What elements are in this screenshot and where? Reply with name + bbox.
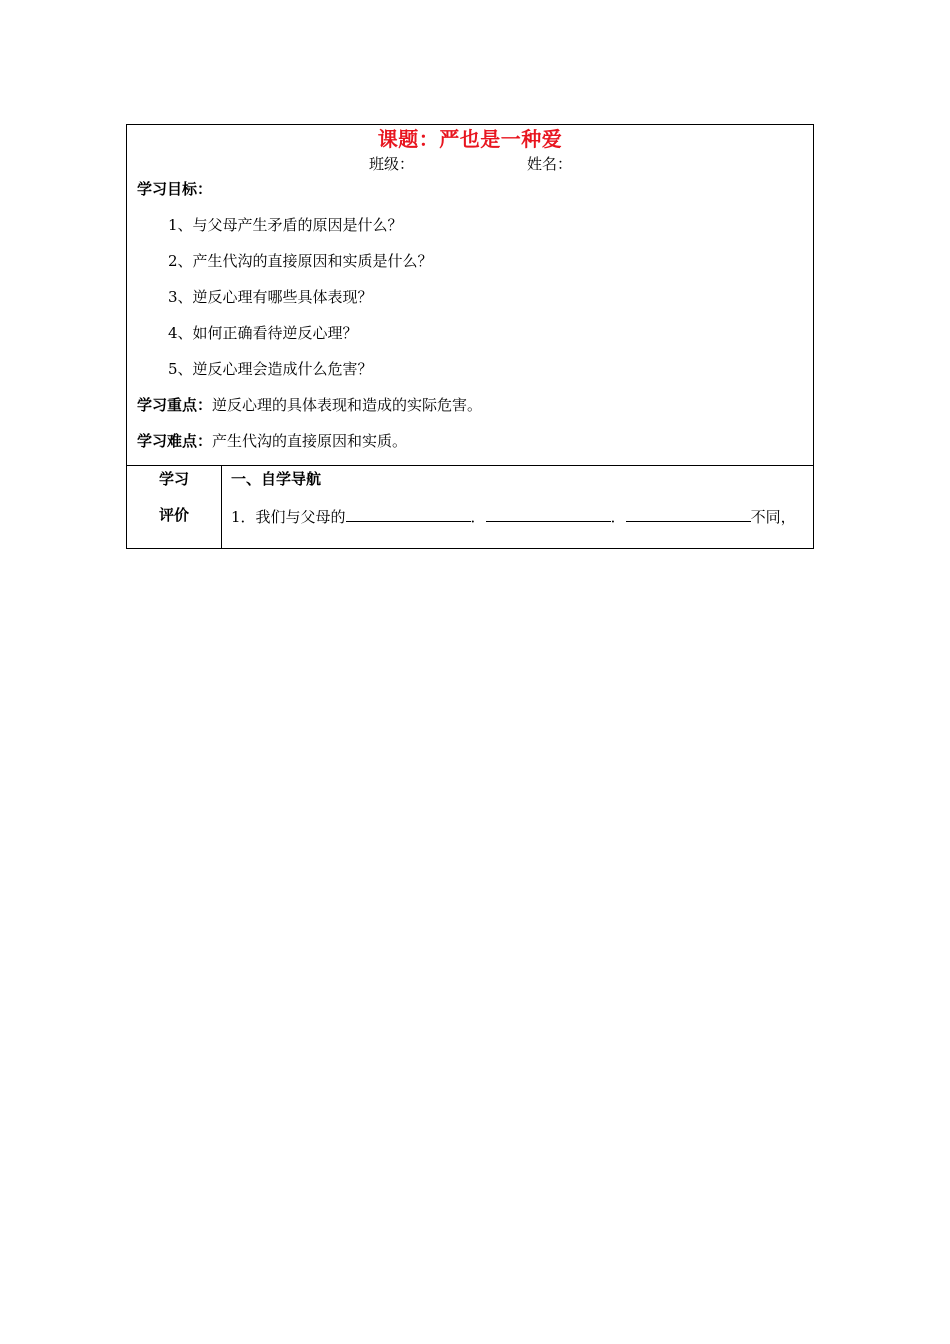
goal-item: 4、如何正确看待逆反心理？	[168, 324, 358, 342]
answer-blank-1[interactable]	[346, 505, 471, 522]
goals-label: 学习目标：	[137, 180, 213, 198]
goal-item: 2、产生代沟的直接原因和实质是什么？	[168, 252, 433, 270]
focus-label: 学习重点：	[137, 396, 213, 414]
goal-item: 5、逆反心理会造成什么危害？	[168, 360, 373, 378]
difficulty-row	[137, 431, 407, 451]
question-1	[231, 505, 796, 527]
question-1-separator: ．	[610, 508, 626, 526]
focus-row	[137, 395, 482, 415]
page-title: 课题：严也是一种爱	[377, 127, 563, 151]
self-study-cell	[222, 466, 813, 548]
evaluation-label-line2: 评价	[158, 506, 189, 524]
answer-blank-2[interactable]	[486, 505, 611, 522]
goal-item: 1、与父母产生矛盾的原因是什么？	[168, 216, 403, 234]
goal-item: 3、逆反心理有哪些具体表现？	[168, 288, 373, 306]
header-cell	[127, 125, 813, 466]
focus-text: 逆反心理的具体表现和造成的实际危害。	[212, 396, 483, 414]
difficulty-label: 学习难点：	[137, 432, 213, 450]
question-1-separator: ．	[470, 508, 486, 526]
evaluation-column	[127, 466, 222, 548]
section-title: 一、自学导航	[231, 470, 322, 488]
evaluation-label-line1: 学习	[158, 470, 189, 488]
question-1-suffix: 不同，	[750, 508, 796, 526]
class-label: 班级：	[369, 155, 415, 173]
question-1-prefix: 1．我们与父母的	[231, 508, 346, 526]
difficulty-text: 产生代沟的直接原因和实质。	[212, 432, 408, 450]
answer-blank-3[interactable]	[626, 505, 751, 522]
name-label: 姓名：	[527, 155, 573, 173]
worksheet-table	[126, 124, 814, 549]
